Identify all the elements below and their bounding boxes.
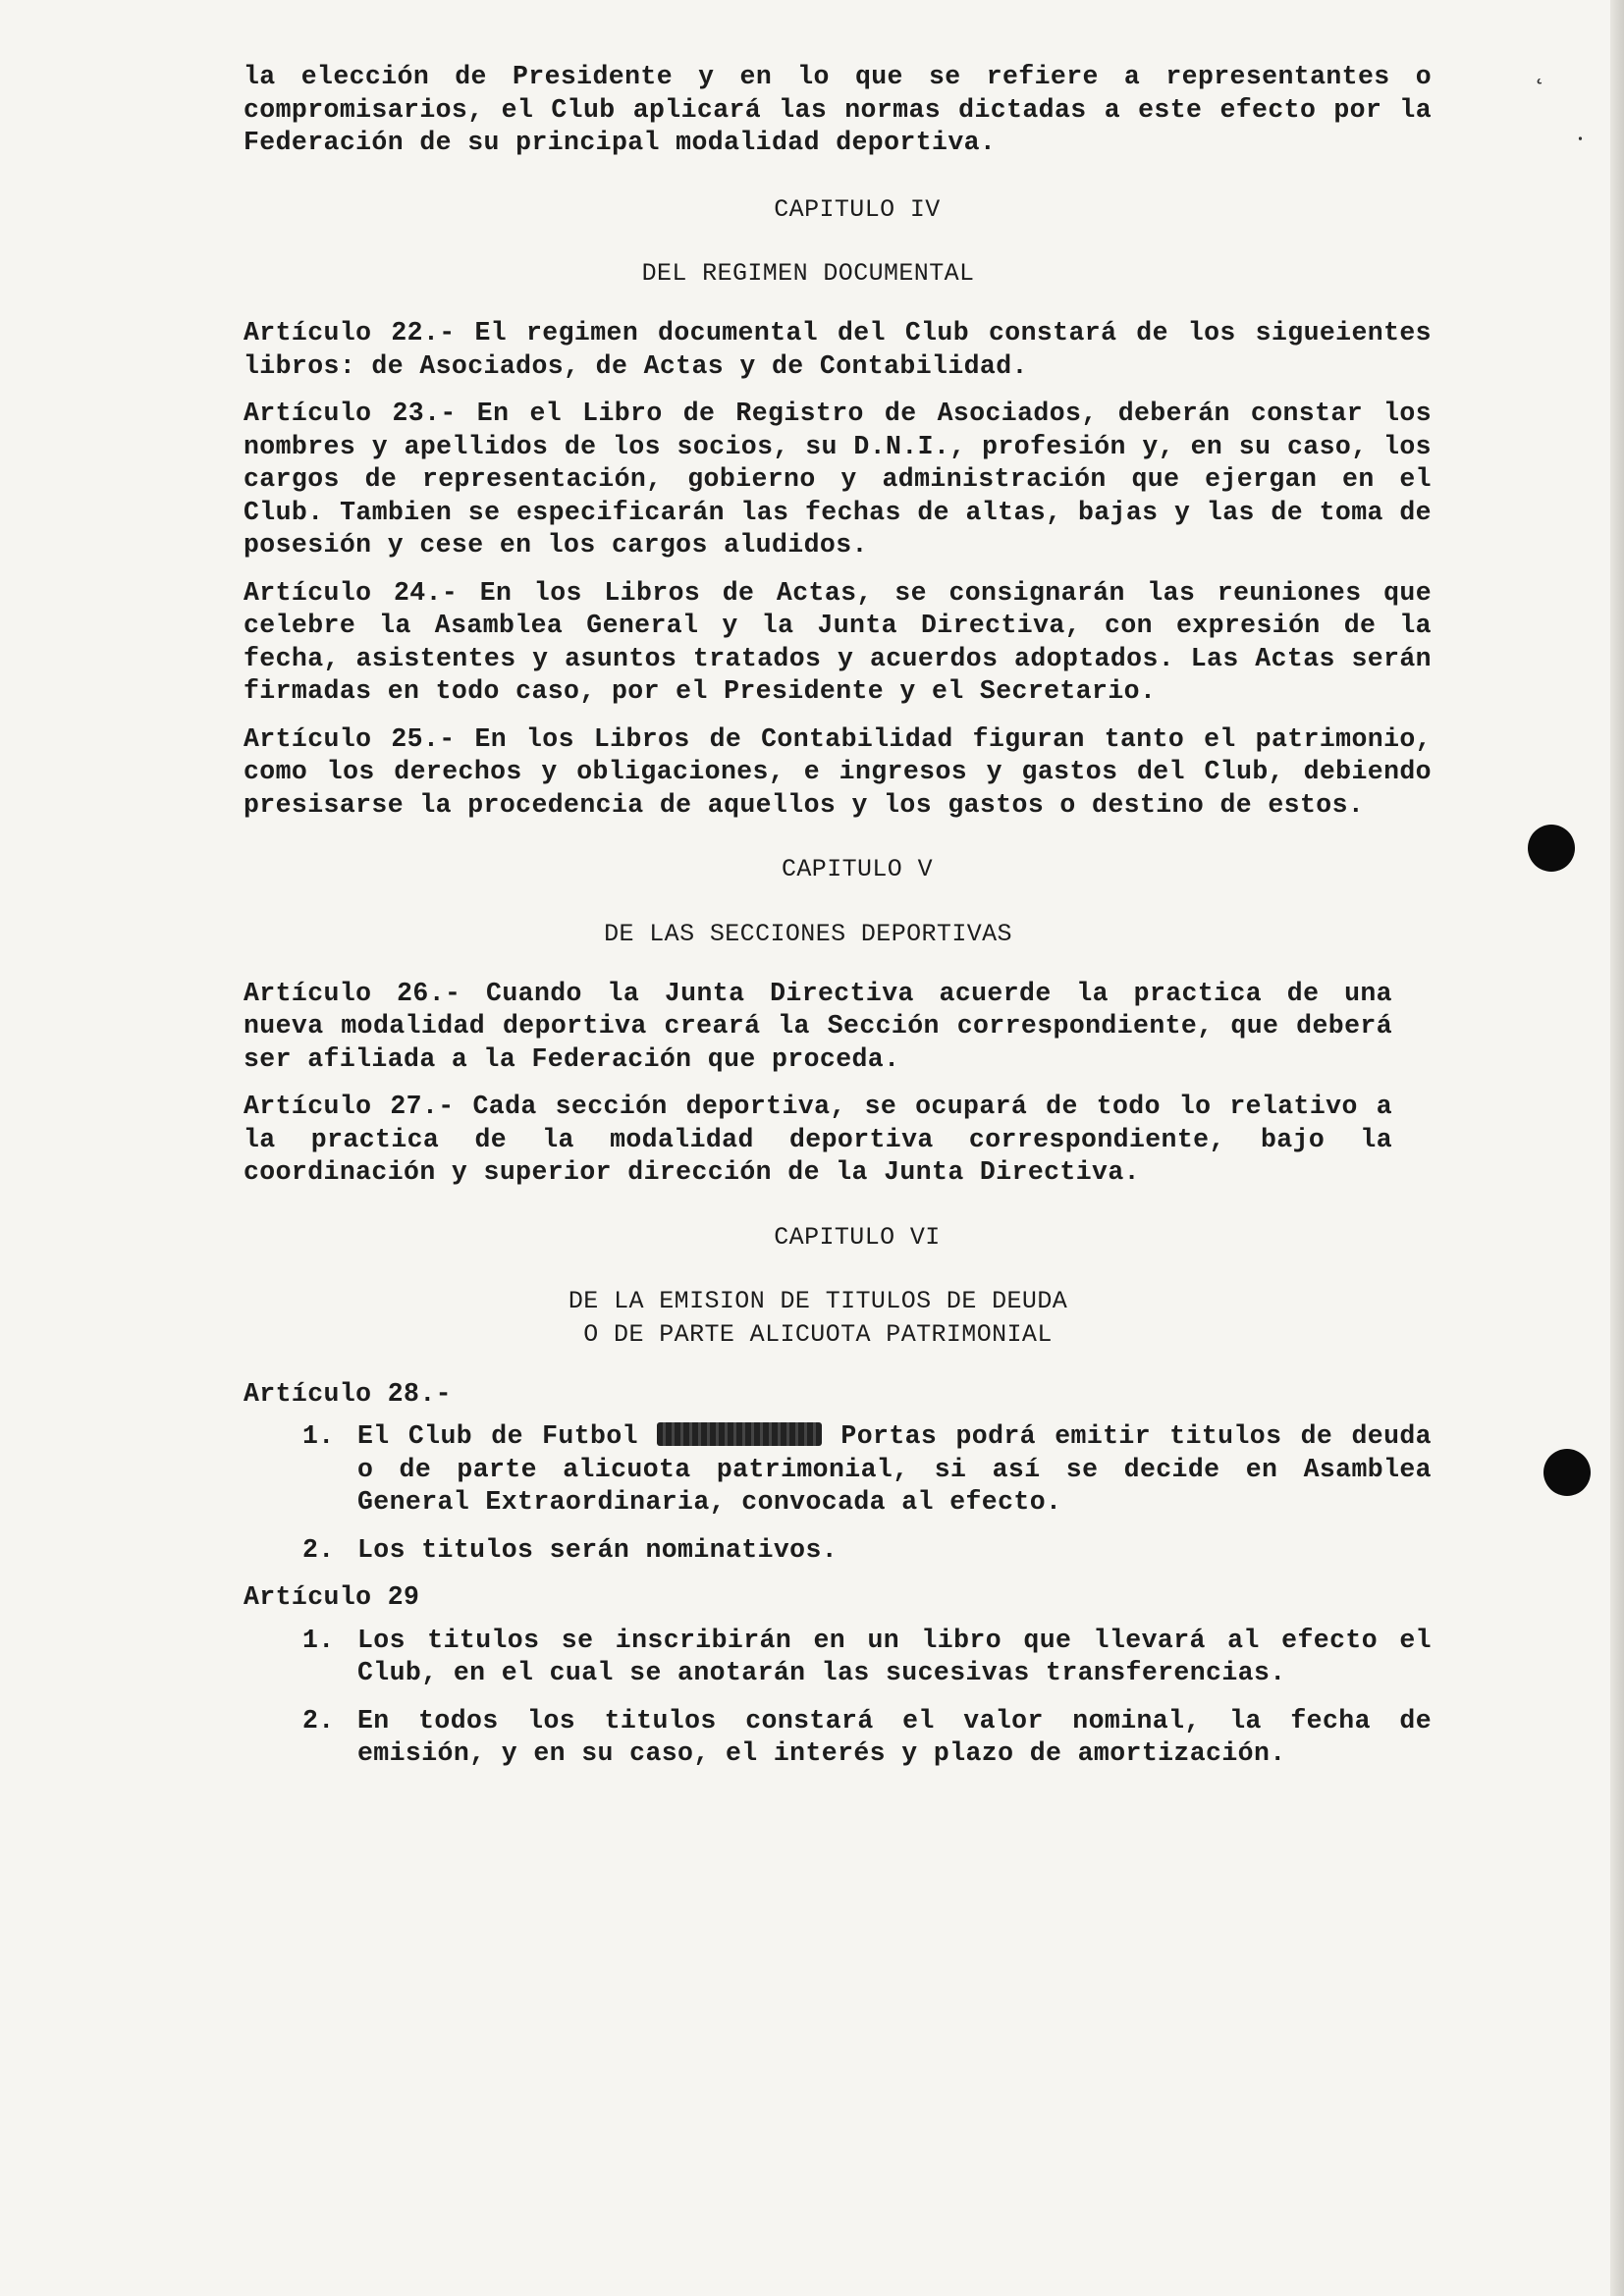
item-number: 2. [302,1534,335,1565]
article-29-item [302,1705,1432,1771]
margin-mark: ⸳ [1577,122,1584,151]
item-number: 2. [302,1705,335,1735]
redaction-mark [657,1422,822,1446]
chapter-v-subtitle: DE LAS SECCIONES DEPORTIVAS [604,919,1012,948]
item-number: 1. [302,1421,335,1451]
article-29-item [302,1625,1432,1690]
article-26: Artículo 26.- Cuando la Junta Directiva acuerde la practica de una nueva modalidad deportiva creará la Sección correspondiente, que deberá ser afiliada a la Federación que proceda. [244,978,1392,1074]
opening-paragraph: la elección de Presidente y en lo que se refiere a representantes o compromisarios, el Club aplicará las normas dictadas a este efecto por la Federación de su principal modalidad deportiva. [244,62,1432,157]
page-edge [1610,0,1624,2296]
document-body [244,61,1432,1786]
item-text [357,1420,1432,1520]
item-text: Los titulos se inscribirán en un libro que llevará al efecto el Club, en el cual se anotarán las sucesivas transferencias. [357,1625,1432,1687]
chapter-v-title: CAPITULO V [781,855,934,883]
chapter-vi-title: CAPITULO VI [774,1222,941,1252]
article-24: Artículo 24.- En los Libros de Actas, se consignarán las reuniones que celebre la Asamblea General y la Junta Directiva, con expresión de la fecha, asistentes y asuntos tratados y acuerdos adoptados. Las Actas serán firmadas en todo caso, por el Presidente y el Secretario. [244,577,1432,706]
chapter-iv-title: CAPITULO IV [774,194,941,224]
chapter-iv-subtitle: DEL REGIMEN DOCUMENTAL [641,259,975,288]
chapter-vi-subtitle-line1: DE LA EMISION DE TITULOS DE DEUDA [568,1287,1068,1315]
item-text-before: El Club de Futbol [357,1421,638,1451]
margin-mark: ˛ [1532,57,1547,86]
punch-hole-lower [1543,1449,1591,1496]
article-27: Artículo 27.- Cada sección deportiva, se ocupará de todo lo relativo a la practica de la modalidad deportiva correspondiente, bajo la coordinación y superior dirección de la Junta Directiva. [244,1092,1392,1187]
item-text: Los titulos serán nominativos. [357,1534,839,1565]
article-23: Artículo 23.- En el Libro de Registro de Asociados, deberán constar los nombres y apellidos de los socios, su D.N.I., profesión y, en su caso, los cargos de representación, gobierno y administración que ejergan en el Club. Tambien se especificarán las fechas de altas, bajas y las de toma de posesión y cese en los cargos aludidos. [244,399,1432,560]
punch-hole-upper [1528,825,1575,872]
item-text: En todos los titulos constará el valor nominal, la fecha de emisión, y en su caso, el interés y plazo de amortización. [357,1705,1432,1768]
chapter-vi-subtitle-line2: O DE PARTE ALICUOTA PATRIMONIAL [583,1319,1053,1349]
article-22: Artículo 22.- El regimen documental del Club constará de los sigueientes libros: de Asociados, de Actas y de Contabilidad. [244,318,1432,381]
item-text-after: Portas podrá emitir titulos de deuda o de parte alicuota patrimonial, si así se decide en Asamblea General Extraordinaria, convocada al efecto. [357,1421,1432,1517]
item-number: 1. [302,1625,335,1655]
article-29-title: Artículo 29 [244,1582,420,1612]
article-25: Artículo 25.- En los Libros de Contabilidad figuran tanto el patrimonio, como los derechos y obligaciones, e ingresos y gastos del Club, debiendo presisarse la procedencia de aquellos y los gastos o destino de estos. [244,723,1432,820]
article-28-item [302,1420,1432,1520]
article-28-item [302,1534,1432,1568]
article-28-title: Artículo 28.- [244,1378,452,1409]
